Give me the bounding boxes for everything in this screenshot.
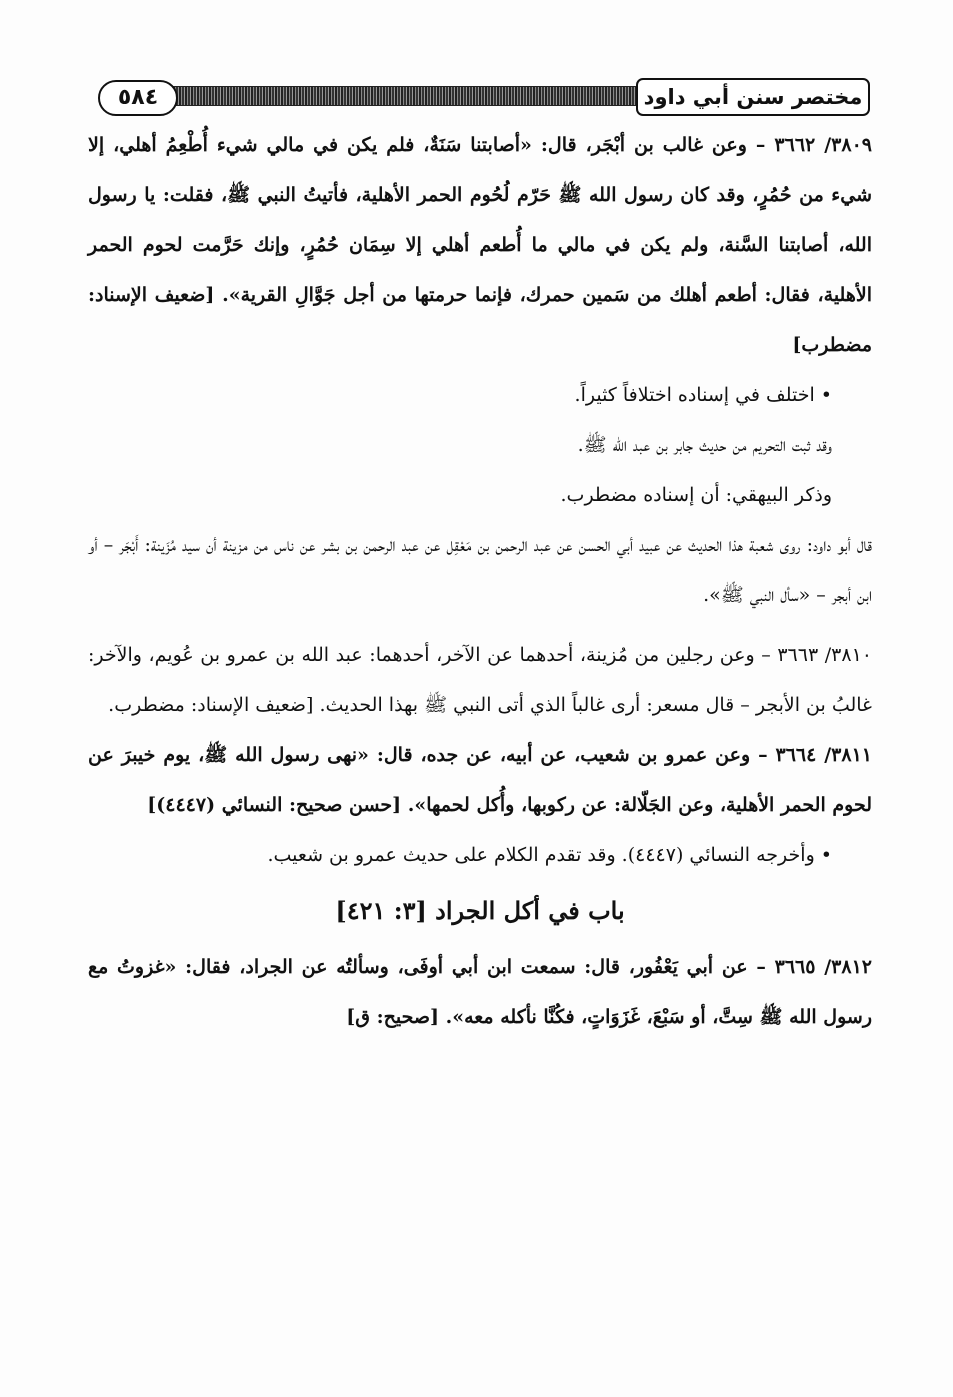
hadith-3811: ٣٨١١/ ٣٦٦٤ – وعن عمرو بن شعيب، عن أبيه، عن جده، قال: «نهى رسول الله ﷺ، يوم خيبرَ عن لحوم الحمر الأهلية، وعن الجَلّالة: عن ركوبها، وأُكل لحمها». [حسن صحيح: النسائي (٤٤٤٧)] bbox=[88, 744, 872, 816]
note-bayhaqi: وذكر البيهقي: أن إسناده مضطرب. bbox=[560, 484, 832, 506]
page-body bbox=[88, 120, 872, 1042]
abu-dawud-note: قال أبو داود: روى شعبة هذا الحديث عن عبيد أبي الحسن عن عبد الرحمن بن مَعْقِل عن عبد الرحمن بن بشر عن ناس من مزينة أن سيد مُزَينة: أَبْجَر – أو ابن أبجر – «سأل النبي ﷺ». bbox=[88, 534, 872, 606]
page-number: ٥٨٤ bbox=[98, 80, 178, 116]
note-tahrim-jabir: وقد ثبت التحريم من حديث جابر بن عبد الله ﷺ. bbox=[577, 434, 832, 456]
note-nasai: • وأخرجه النسائي (٤٤٤٧). وقد تقدم الكلام على حديث عمرو بن شعيب. bbox=[267, 844, 832, 866]
hadith-3809: ٣٨٠٩/ ٣٦٦٢ – وعن غالب بن أبْجَر، قال: «أصابتنا سَنَةٌ، فلم يكن في مالي شيء أُطْعِمُ أهلي، إلا شيء من حُمُرٍ، وقد كان رسول الله ﷺ حَرّم لُحُوم الحمر الأهلية، فأتيتُ النبي ﷺ، فقلت: يا رسول الله، أصابتنا السَّنة، ولم يكن في مالي ما أُطعم أهلي إلا سِمَان حُمُرٍ، وإنك حَرَّمت لحوم الحمر الأهلية، فقال: أطعم أهلك من سَمين حمرك، فإنما حرمتها من أجل جَوَّالِ القرية». [ضعيف الإسناد: مضطرب] bbox=[88, 134, 872, 356]
book-title: مختصر سنن أبي داود bbox=[636, 78, 870, 116]
page-header bbox=[90, 78, 870, 116]
note-isnad-difference: • اختلف في إسناده اختلافاً كثيراً. bbox=[574, 384, 832, 406]
hadith-3810: ٣٨١٠/ ٣٦٦٣ – وعن رجلين من مُزينة، أحدهما عن الآخر، أحدهما: عبد الله بن عمرو بن عُويم، والآخر: غالبُ بن الأبجر – قال مسعر: أرى غالباً الذي أتى النبي ﷺ بهذا الحديث. [ضعيف الإسناد: مضطرب. bbox=[88, 644, 872, 716]
header-rule bbox=[142, 86, 640, 106]
chapter-title: باب في أكل الجراد [٣: ٤٢١] bbox=[335, 896, 625, 925]
hadith-3812: ٣٨١٢/ ٣٦٦٥ – عن أبي يَعْفُور، قال: سمعت ابن أبي أوفَى، وسألتُه عن الجراد، فقال: «غزوتُ مع رسول الله ﷺ سِتَّ، أو سَبْعَ، غَزَوَاتٍ، فكُنَّا نأكله معه». [صحيح: ق] bbox=[88, 956, 872, 1028]
